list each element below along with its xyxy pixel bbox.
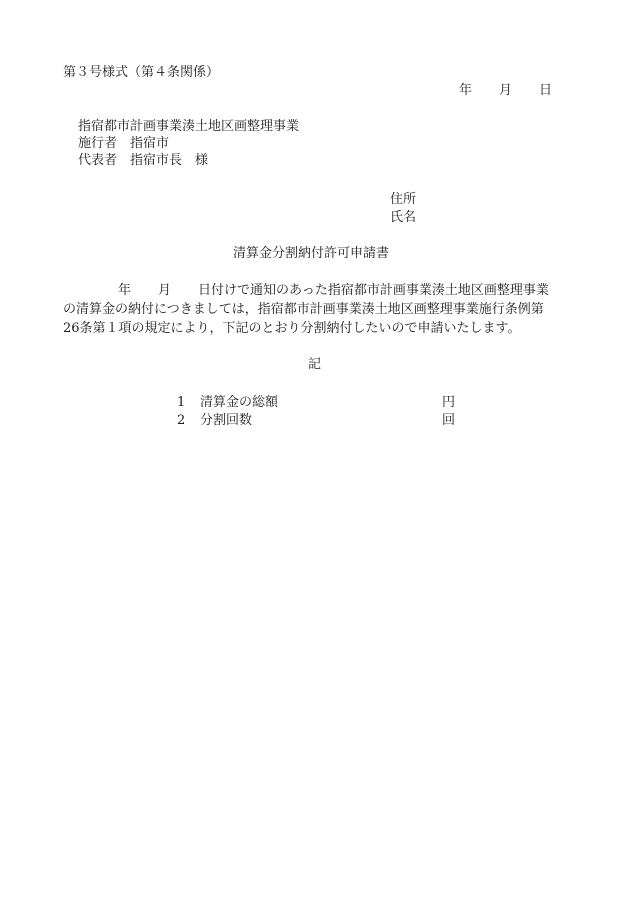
item-number: 1 bbox=[177, 395, 186, 410]
ki-heading: 記 bbox=[308, 357, 322, 372]
list-item bbox=[177, 414, 457, 432]
body-line-2: の清算金の納付につきましては，指宿都市計画事業湊土地区画整理事業施行条例第 bbox=[63, 302, 544, 317]
body-month-label: 月 bbox=[158, 283, 172, 298]
date-year-label: 年 bbox=[459, 83, 473, 98]
body-line-1 bbox=[63, 284, 563, 303]
form-number: 第３号様式（第４条関係） bbox=[63, 65, 220, 80]
list-item bbox=[177, 396, 457, 414]
item-label: 清算金の総額 bbox=[200, 395, 279, 410]
item-unit: 回 bbox=[442, 413, 456, 428]
body-line-3: 26条第１項の規定により，下記のとおり分割納付したいので申請いたします。 bbox=[63, 321, 521, 336]
body-paragraph bbox=[63, 284, 563, 341]
item-number: 2 bbox=[177, 413, 186, 428]
date-line bbox=[459, 84, 552, 97]
applicant-block bbox=[390, 193, 416, 229]
addressee-project: 指宿都市計画事業湊土地区画整理事業 bbox=[78, 119, 300, 134]
item-unit: 円 bbox=[442, 395, 456, 410]
applicant-name-label: 氏名 bbox=[390, 210, 417, 225]
date-month-label: 月 bbox=[499, 83, 513, 98]
body-year-label: 年 bbox=[118, 283, 132, 298]
addressee-block bbox=[78, 120, 299, 171]
addressee-representative: 代表者 指宿市長 様 bbox=[78, 153, 209, 168]
body-line-1-rest: 日付けで通知のあった指宿都市計画事業湊土地区画整理事業 bbox=[198, 283, 549, 298]
item-label: 分割回数 bbox=[200, 413, 253, 428]
items-list bbox=[177, 396, 457, 432]
addressee-executor: 施行者 指宿市 bbox=[78, 136, 170, 151]
document-title: 清算金分割納付許可申請書 bbox=[233, 246, 390, 261]
applicant-address-label: 住所 bbox=[390, 192, 417, 207]
date-day-label: 日 bbox=[539, 83, 553, 98]
